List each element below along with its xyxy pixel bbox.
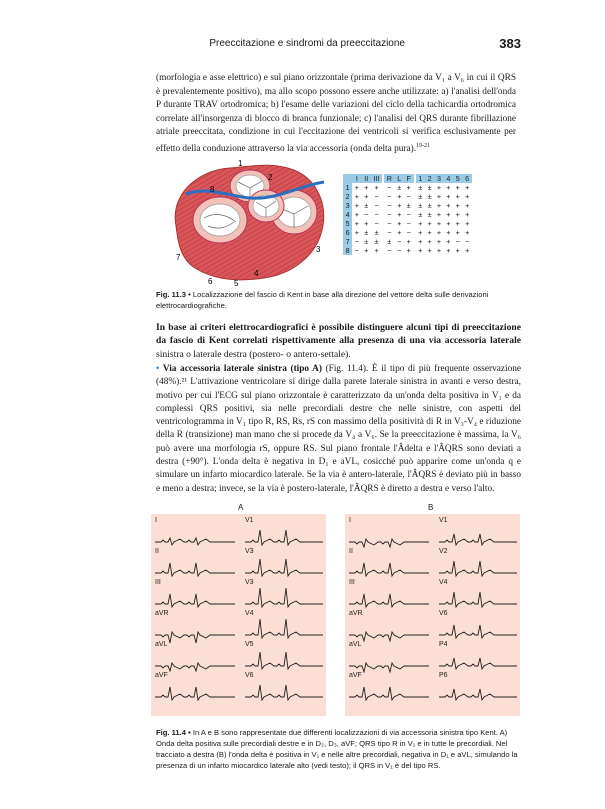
row-number-cell: 1: [343, 183, 352, 192]
ecg-trace: [439, 658, 517, 669]
table-row: [343, 228, 472, 237]
table-cell: +: [362, 219, 371, 228]
ecg-trace: [245, 559, 323, 576]
table-cell: +: [425, 228, 434, 237]
table-cell: +: [444, 192, 453, 201]
ecg-lead-label: P4: [439, 641, 448, 648]
table-cell: +: [434, 237, 443, 246]
table-cell: ±: [404, 201, 414, 210]
table-cell: +: [434, 228, 443, 237]
heart-label-1: 1: [238, 159, 243, 168]
row-number-cell: 6: [343, 228, 352, 237]
table-cell: +: [434, 210, 443, 219]
ecg-lead-label: P6: [439, 672, 448, 679]
table-cell: +: [395, 192, 404, 201]
table-cell: −: [453, 237, 462, 246]
table-cell: ±: [362, 237, 371, 246]
ecg-trace: [439, 592, 517, 607]
table-cell: +: [444, 183, 453, 192]
table-cell: +: [416, 228, 425, 237]
table-cell: −: [362, 210, 371, 219]
row-number-cell: 2: [343, 192, 352, 201]
heart-label-3: 3: [316, 245, 321, 254]
ecg-lead-label: V1: [439, 517, 448, 524]
heart-label-7: 7: [176, 253, 181, 262]
table-cell: +: [416, 237, 425, 246]
table-cell: +: [462, 183, 471, 192]
ecg-lead-label: I: [349, 517, 351, 524]
table-cell: ±: [384, 237, 394, 246]
heart-label-4: 4: [254, 269, 259, 278]
row-number-cell: 7: [343, 237, 352, 246]
table-cell: +: [404, 246, 414, 255]
table-header-cell: 2: [425, 174, 434, 183]
criteria-paragraph: [156, 321, 521, 361]
ecg-lead-label: III: [155, 579, 161, 586]
table-cell: +: [371, 183, 382, 192]
ecg-trace: [245, 530, 323, 545]
ecg-trace: [439, 561, 517, 576]
ecg-lead-label: aVF: [349, 672, 362, 679]
table-cell: ±: [362, 228, 371, 237]
table-header-cell: I: [352, 174, 361, 183]
table-header-cell: 6: [462, 174, 471, 183]
table-cell: −: [352, 237, 361, 246]
table-cell: +: [352, 228, 361, 237]
table-cell: −: [384, 201, 394, 210]
ecg-lead-label: V4: [245, 610, 254, 617]
heart-label-5: 5: [234, 279, 239, 288]
table-cell: −: [462, 237, 471, 246]
table-cell: +: [362, 192, 371, 201]
table-cell: ±: [416, 201, 425, 210]
ecg-lead-label: I: [155, 517, 157, 524]
table-cell: ±: [425, 201, 434, 210]
table-cell: ±: [416, 183, 425, 192]
ecg-trace: [439, 534, 517, 545]
row-number-cell: 3: [343, 201, 352, 210]
table-cell: −: [371, 201, 382, 210]
ecg-lead-label: V3: [245, 548, 254, 555]
ecg-trace: [349, 594, 429, 607]
table-cell: +: [425, 246, 434, 255]
figure-11-3-caption: [156, 290, 521, 311]
table-cell: −: [404, 228, 414, 237]
table-row: [343, 183, 472, 192]
table-header-cell: L: [395, 174, 404, 183]
table-cell: ±: [371, 237, 382, 246]
table-cell: +: [444, 228, 453, 237]
ecg-trace: [245, 619, 323, 638]
table-cell: −: [371, 192, 382, 201]
ecg-trace: [349, 687, 429, 700]
table-cell: −: [384, 228, 394, 237]
ecg-lead-label: V4: [439, 579, 448, 586]
ecg-trace: [349, 663, 429, 672]
table-cell: +: [453, 183, 462, 192]
table-row: [343, 219, 472, 228]
page-header: [0, 36, 605, 56]
table-cell: +: [453, 219, 462, 228]
table-header-cell: III: [371, 174, 382, 183]
ecg-panel-b-label: B: [428, 503, 434, 512]
table-cell: +: [462, 228, 471, 237]
table-cell: ±: [425, 210, 434, 219]
table-cell: +: [395, 210, 404, 219]
ecg-lead-label: aVR: [155, 610, 169, 617]
ecg-trace: [155, 663, 235, 671]
type-a-paragraph: [156, 362, 521, 496]
ecg-panel-b: [345, 514, 520, 716]
table-cell: +: [425, 237, 434, 246]
table-cell: +: [404, 183, 414, 192]
ecg-trace: [155, 563, 235, 576]
table-cell: ±: [371, 228, 382, 237]
table-cell: +: [462, 192, 471, 201]
criteria-bold-text: In base ai criteri elettrocardiografici è possibile distinguere alcuni tipi di preeccitazione da fascio di Kent correlati rispettivamente alla presenza di una via accessoria laterale: [156, 322, 521, 347]
ecg-trace: [155, 594, 235, 607]
ecg-lead-label: aVL: [349, 641, 362, 648]
table-cell: ±: [395, 183, 404, 192]
table-cell: +: [434, 192, 443, 201]
ecg-lead-label: III: [349, 579, 355, 586]
table-cell: −: [352, 246, 361, 255]
ecg-lead-label: V6: [245, 672, 254, 679]
kent-localization-table-wrap: [343, 174, 521, 255]
heart-label-8: 8: [210, 185, 215, 194]
table-cell: +: [352, 183, 361, 192]
table-cell: −: [384, 192, 394, 201]
table-cell: +: [404, 237, 414, 246]
ecg-trace: [439, 625, 517, 638]
table-cell: ±: [425, 183, 434, 192]
intro-text: (morfologia e asse elettrico) e sul piano orizzontale (prima derivazione da V₁ a V₆ in cui il QRS è prevalentemente positivo), ma allo scopo possono essere anche utilizzate: a) l'analisi dell'onda P durante TRAV ortodromica; b) l'esame delle variazioni del ciclo della tachicardia ortodromica correlate all'insorgenza di blocco di branca funzionale; c) l'analisi del QRS durante fibrillazione atriale preeccitata, condizione in cui l'eccitazione dei ventricoli si verifica esclusivamente per effetto della conduzione attraverso la via accessoria (onda delta pura).: [156, 73, 516, 155]
heart-label-6: 6: [208, 277, 213, 286]
table-row: [343, 192, 472, 201]
table-cell: −: [371, 219, 382, 228]
table-cell: −: [404, 210, 414, 219]
intro-reference: 19-21: [416, 142, 431, 149]
table-cell: +: [444, 201, 453, 210]
table-cell: +: [371, 246, 382, 255]
ecg-trace: [245, 652, 323, 669]
figure-label: Fig. 11.3 •: [156, 290, 191, 299]
type-a-heading: Via accessoria laterale sinistra (tipo A): [162, 364, 322, 374]
table-cell: +: [416, 246, 425, 255]
kent-localization-table: [343, 174, 472, 255]
table-header-cell: 1: [416, 174, 425, 183]
table-header-cell: II: [362, 174, 371, 183]
intro-paragraph: [156, 72, 516, 157]
table-cell: +: [462, 219, 471, 228]
table-header-cell: [343, 174, 352, 183]
ecg-lead-label: V1: [245, 517, 254, 524]
ecg-lead-label: II: [349, 548, 353, 555]
table-cell: +: [462, 201, 471, 210]
ecg-trace: [349, 632, 429, 641]
table-cell: −: [371, 210, 382, 219]
row-number-cell: 8: [343, 246, 352, 255]
heart-valves-illustration: [168, 156, 328, 288]
table-cell: −: [395, 246, 404, 255]
ecg-lead-label: aVL: [155, 641, 168, 648]
ecg-lead-label: V6: [439, 610, 448, 617]
table-header-cell: 3: [434, 174, 443, 183]
table-cell: +: [362, 183, 371, 192]
figure-11-4-caption: [156, 727, 521, 771]
table-cell: +: [395, 228, 404, 237]
ecg-trace: [439, 689, 517, 700]
table-cell: +: [434, 246, 443, 255]
ecg-lead-label: V3: [245, 579, 254, 586]
table-header-cell: 4: [444, 174, 453, 183]
table-cell: +: [453, 210, 462, 219]
ecg-trace: [245, 588, 323, 607]
table-cell: ±: [416, 192, 425, 201]
table-cell: −: [404, 192, 414, 201]
table-header-cell: 5: [453, 174, 462, 183]
table-row: [343, 246, 472, 255]
table-cell: +: [434, 201, 443, 210]
table-cell: +: [425, 219, 434, 228]
ecg-panel-a-label: A: [238, 503, 244, 512]
running-title: Preeccitazione e sindromi da preeccitazione: [209, 38, 405, 49]
ecg-trace: [349, 539, 429, 547]
table-cell: +: [462, 210, 471, 219]
table-cell: +: [444, 237, 453, 246]
table-header-cell: F: [404, 174, 414, 183]
table-cell: +: [352, 201, 361, 210]
table-cell: −: [384, 183, 394, 192]
figure-label: Fig. 11.4 •: [156, 728, 191, 737]
table-row: [343, 210, 472, 219]
table-cell: +: [453, 201, 462, 210]
page-number: 383: [499, 36, 521, 51]
table-cell: +: [352, 210, 361, 219]
table-cell: +: [444, 219, 453, 228]
ecg-lead-label: aVR: [349, 610, 363, 617]
table-cell: +: [444, 246, 453, 255]
type-a-text: (Fig. 11.4). È il tipo di più frequente osservazione (48%).²¹ L'attivazione ventricolare si dirige dalla parete laterale sinistra in avanti e verso destra, motivo per cui l'ECG sul piano orizzontale è caratterizzato da un'onda delta positiva in V₁ e da complessi QRS positivi, sia nelle precordiali destre che nelle sinistre, con aspetti del ventricologramma in V₁ tipo R, RS, Rs, rS con massimo della positività di R in V₃-V₄ e riduzione della R (transizione) man mano che si procede da V₄ a V₆. Se la preeccitazione è massima, la V₆ può avere una morfologia rS, oppure RS. Sul piano frontale l'Âdelta e l'ÂQRS sono deviati a destra (+90°). L'onda delta è negativa in D₁ e aVL, cosicché può apparire come un'onda q e simulare un infarto miocardico laterale. Se la via è antero-laterale, l'ÂQRS è deviato più in basso e meno a destra; invece, se la via è postero-laterale, l'ÂQRS è diretto a destra e verso l'alto.: [156, 364, 521, 494]
ecg-trace: [155, 538, 235, 545]
table-cell: +: [453, 192, 462, 201]
table-cell: −: [384, 246, 394, 255]
table-cell: +: [395, 219, 404, 228]
ecg-trace: [245, 685, 323, 700]
table-cell: +: [395, 201, 404, 210]
table-cell: +: [352, 192, 361, 201]
table-cell: +: [434, 183, 443, 192]
table-cell: ±: [362, 201, 371, 210]
criteria-normal-text: sinistra o laterale destra (postero- o antero-settale).: [156, 348, 351, 360]
figure-caption-text: Localizzazione del fascio di Kent in base alla direzione del vettore delta sulle derivazioni elettrocardiografiche.: [156, 290, 489, 310]
table-cell: −: [384, 210, 394, 219]
table-cell: +: [352, 219, 361, 228]
table-cell: ±: [416, 210, 425, 219]
ecg-panel-a: [151, 514, 326, 716]
table-cell: +: [453, 246, 462, 255]
heart-label-2: 2: [268, 173, 273, 182]
row-number-cell: 5: [343, 219, 352, 228]
figure-caption-text: In A e B sono rappresentate due differenti localizzazioni di via accessoria sinistra tipo Kent. A) Onda delta positiva sulle precordiali destre e in D₂, D₃, aVF; QRS tipo R in V₁ e in tutte le precordiali. Nel tracciato a destra (B) l'onda delta è positiva in V₁ e nelle altre precordiali, negativa in D₁ e aVL, simulando la presenza di un infarto miocardico laterale alto (vedi testo); il QRS in V₁ è del tipo RS.: [156, 728, 518, 770]
table-cell: +: [416, 219, 425, 228]
row-number-cell: 4: [343, 210, 352, 219]
table-header-cell: R: [384, 174, 394, 183]
table-row: [343, 201, 472, 210]
table-cell: +: [453, 228, 462, 237]
table-cell: +: [444, 210, 453, 219]
table-header-row: [343, 174, 472, 183]
table-cell: −: [384, 219, 394, 228]
table-cell: −: [395, 237, 404, 246]
table-cell: ±: [425, 192, 434, 201]
table-row: [343, 237, 472, 246]
bullet-icon: •: [156, 363, 160, 373]
table-cell: +: [362, 246, 371, 255]
ecg-lead-label: II: [155, 548, 159, 555]
table-cell: −: [404, 219, 414, 228]
ecg-lead-label: V2: [439, 548, 448, 555]
ecg-trace: [155, 687, 235, 700]
table-cell: +: [434, 219, 443, 228]
ecg-trace: [349, 563, 429, 576]
ecg-lead-label: aVF: [155, 672, 168, 679]
table-cell: +: [462, 246, 471, 255]
ecg-lead-label: V5: [245, 641, 254, 648]
